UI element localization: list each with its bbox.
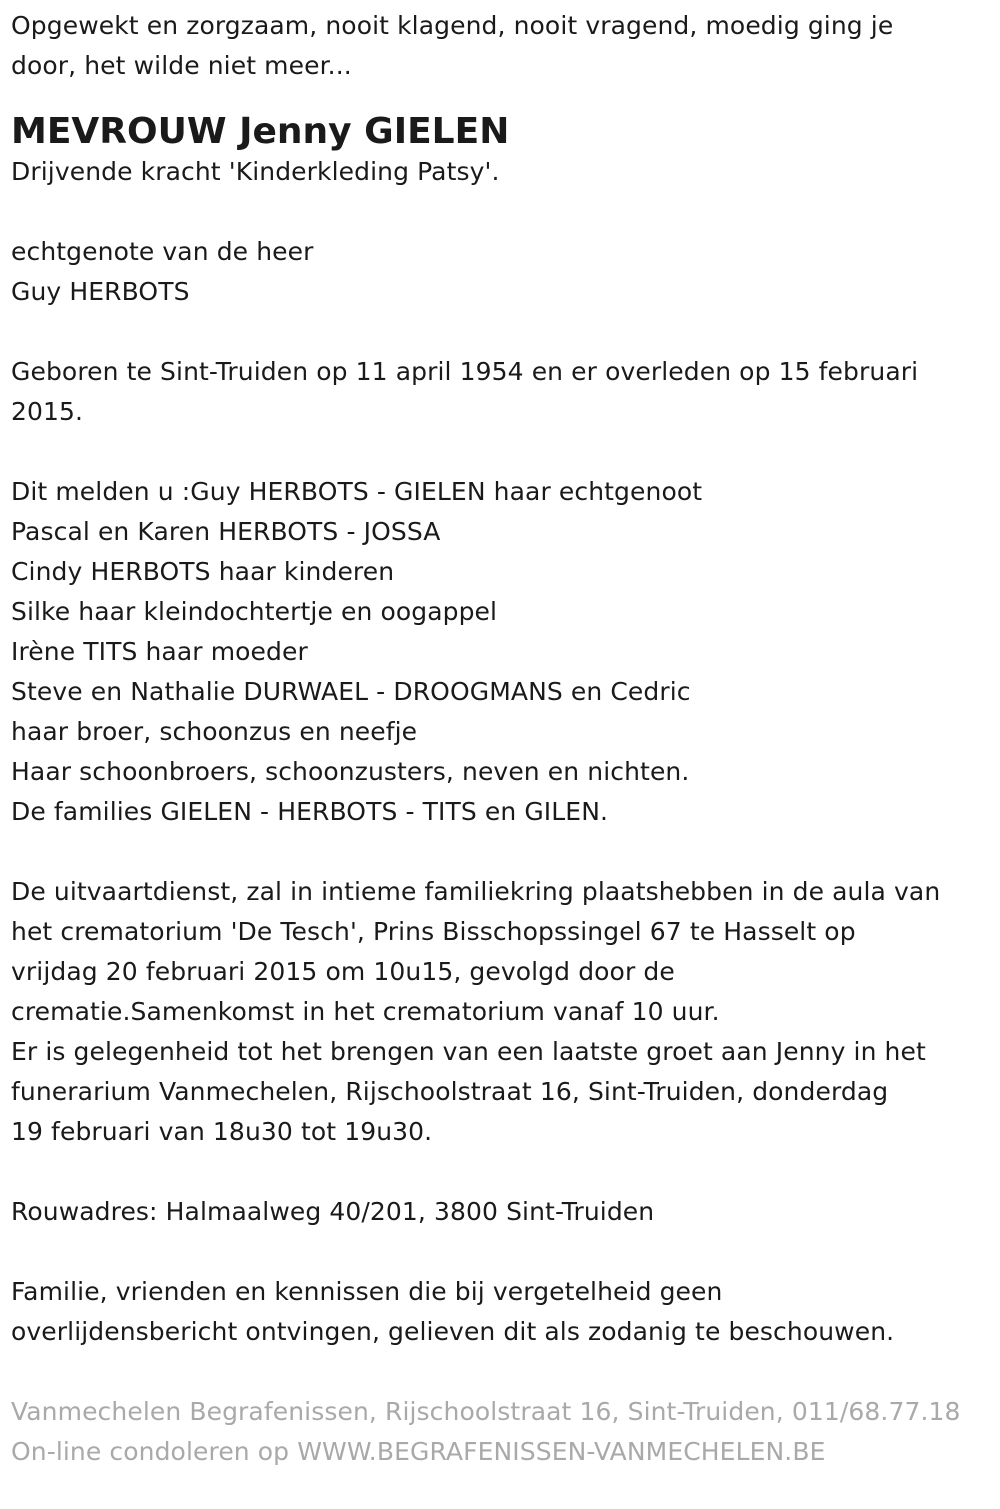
spacer xyxy=(11,1152,991,1192)
obituary-notice xyxy=(11,6,991,1472)
family-block xyxy=(11,472,991,832)
family-line: Pascal en Karen HERBOTS - JOSSA xyxy=(11,517,441,546)
deceased-name: MEVROUW Jenny GIELEN xyxy=(11,111,510,152)
family-line: De families GIELEN - HERBOTS - TITS en GILEN. xyxy=(11,797,609,826)
service-line: vrijdag 20 februari 2015 om 10u15, gevolgd door de xyxy=(11,957,675,986)
family-line: haar broer, schoonzus en neefje xyxy=(11,717,418,746)
birth-death-line: 2015. xyxy=(11,397,84,426)
funeral-home-info: Vanmechelen Begrafenissen, Rijschoolstraat 16, Sint-Truiden, 011/68.77.18 xyxy=(11,1397,961,1426)
spacer xyxy=(11,1352,991,1392)
spacer xyxy=(11,192,991,232)
spouse-block xyxy=(11,232,991,312)
service-line: De uitvaartdienst, zal in intieme familiekring plaatshebben in de aula van xyxy=(11,877,941,906)
service-line: Er is gelegenheid tot het brengen van een laatste groet aan Jenny in het xyxy=(11,1037,926,1066)
spouse-line: echtgenote van de heer xyxy=(11,237,314,266)
condolence-link[interactable]: On-line condoleren op WWW.BEGRAFENISSEN-VANMECHELEN.BE xyxy=(11,1437,826,1466)
birth-death-line: Geboren te Sint-Truiden op 11 april 1954 en er overleden op 15 februari xyxy=(11,357,919,386)
family-line: Haar schoonbroers, schoonzusters, neven en nichten. xyxy=(11,757,690,786)
service-line: funerarium Vanmechelen, Rijschoolstraat 16, Sint-Truiden, donderdag xyxy=(11,1077,889,1106)
notice-line: Familie, vrienden en kennissen die bij vergetelheid geen xyxy=(11,1277,723,1306)
service-block xyxy=(11,872,991,1152)
tagline: Drijvende kracht 'Kinderkleding Patsy'. xyxy=(11,157,500,186)
spacer xyxy=(11,1232,991,1272)
family-line: Dit melden u :Guy HERBOTS - GIELEN haar echtgenoot xyxy=(11,477,703,506)
intro-verse xyxy=(11,6,991,86)
family-line: Cindy HERBOTS haar kinderen xyxy=(11,557,395,586)
intro-line: door, het wilde niet meer... xyxy=(11,51,352,80)
spacer xyxy=(11,312,991,352)
service-line: het crematorium 'De Tesch', Prins Bisschopssingel 67 te Hasselt op xyxy=(11,917,856,946)
spacer xyxy=(11,832,991,872)
notice-line: overlijdensbericht ontvingen, gelieven dit als zodanig te beschouwen. xyxy=(11,1317,895,1346)
spacer xyxy=(11,432,991,472)
intro-line: Opgewekt en zorgzaam, nooit klagend, nooit vragend, moedig ging je xyxy=(11,11,894,40)
family-line: Steve en Nathalie DURWAEL - DROOGMANS en Cedric xyxy=(11,677,691,706)
service-line: 19 februari van 18u30 tot 19u30. xyxy=(11,1117,433,1146)
birth-death-block xyxy=(11,352,991,432)
family-line: Silke haar kleindochtertje en oogappel xyxy=(11,597,498,626)
service-line: crematie.Samenkomst in het crematorium vanaf 10 uur. xyxy=(11,997,720,1026)
family-line: Irène TITS haar moeder xyxy=(11,637,308,666)
footer xyxy=(11,1392,991,1472)
mourning-address: Rouwadres: Halmaalweg 40/201, 3800 Sint-Truiden xyxy=(11,1197,655,1226)
notice-block xyxy=(11,1272,991,1352)
spouse-name: Guy HERBOTS xyxy=(11,277,190,306)
